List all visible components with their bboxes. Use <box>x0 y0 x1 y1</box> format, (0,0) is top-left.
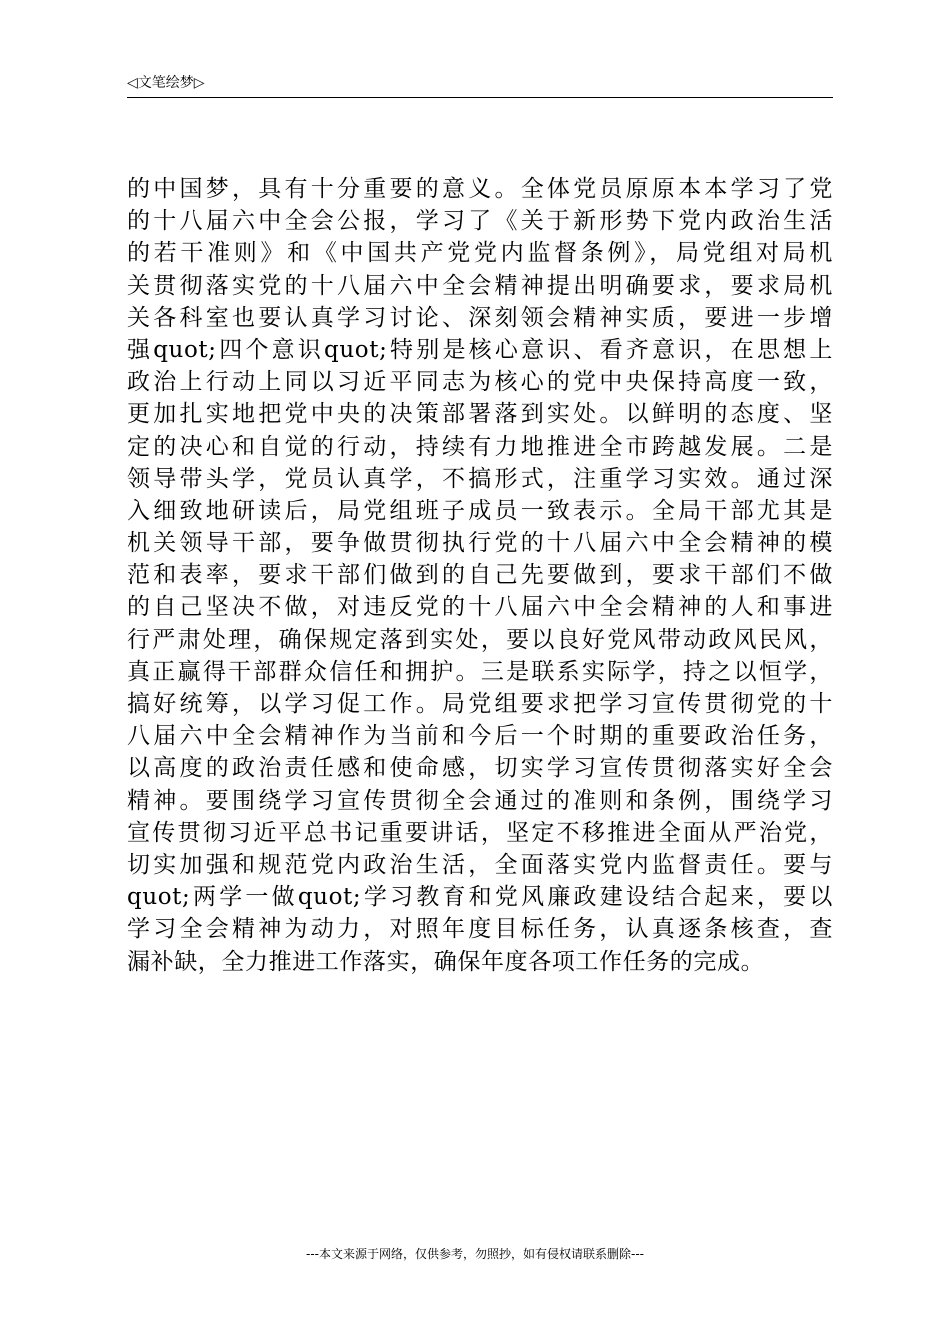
page-header <box>127 72 833 98</box>
text-line: 的中国梦，具有十分重要的意义。全体党员原原本本学习了党 <box>127 176 833 202</box>
text-line: 范和表率，要求干部们做到的自己先要做到，要求干部们不做 <box>127 562 833 589</box>
text-line: 入细致地研读后，局党组班子成员一致表示。全局干部尤其是 <box>127 497 833 524</box>
text-line: 漏补缺，全力推进工作落实，确保年度各项工作任务的完成。 <box>127 948 765 975</box>
text-line: 切实加强和规范党内政治生活，全面落实党内监督责任。要与 <box>127 851 833 878</box>
text-line: 的十八届六中全会公报，学习了《关于新形势下党内政治生活 <box>127 208 833 235</box>
text-line: 机关领导干部，要争做贯彻执行党的十八届六中全会精神的模 <box>127 530 833 557</box>
text-line: quot;两学一做quot;学习教育和党风廉政建设结合起来，要以 <box>127 884 833 911</box>
header-title: ◁文笔绘梦▷ <box>127 75 205 91</box>
text-line: 真正赢得干部群众信任和拥护。三是联系实际学，持之以恒学， <box>127 658 833 685</box>
text-line: 强quot;四个意识quot;特别是核心意识、看齐意识，在思想上 <box>127 336 833 363</box>
body-paragraph <box>127 173 833 978</box>
page-footer: ---本文来源于网络，仅供参考，勿照抄，如有侵权请联系删除--- <box>306 1247 644 1261</box>
text-line: 更加扎实地把党中央的决策部署落到实处。以鲜明的态度、坚 <box>127 401 833 428</box>
text-line: 精神。要围绕学习宣传贯彻全会通过的准则和条例，围绕学习 <box>127 787 833 814</box>
text-line: 政治上行动上同以习近平同志为核心的党中央保持高度一致， <box>127 369 833 396</box>
text-line: 宣传贯彻习近平总书记重要讲话，坚定不移推进全面从严治党， <box>127 819 833 846</box>
text-line: 搞好统筹，以学习促工作。局党组要求把学习宣传贯彻党的十 <box>127 691 833 717</box>
text-line: 领导带头学，党员认真学，不搞形式，注重学习实效。通过深 <box>127 465 833 492</box>
text-line: 关各科室也要认真学习讨论、深刻领会精神实质，要进一步增 <box>127 304 833 331</box>
text-line: 学习全会精神为动力，对照年度目标任务，认真逐条核查，查 <box>127 916 833 943</box>
text-line: 定的决心和自觉的行动，持续有力地推进全市跨越发展。二是 <box>127 433 833 460</box>
text-line: 的自己坚决不做，对违反党的十八届六中全会精神的人和事进 <box>127 594 833 621</box>
text-line: 关贯彻落实党的十八届六中全会精神提出明确要求，要求局机 <box>127 272 833 299</box>
text-line: 以高度的政治责任感和使命感，切实学习宣传贯彻落实好全会 <box>127 755 833 782</box>
text-line: 行严肃处理，确保规定落到实处，要以良好党风带动政风民风， <box>127 626 833 653</box>
text-line: 八届六中全会精神作为当前和今后一个时期的重要政治任务， <box>127 723 833 750</box>
text-line: 的若干准则》和《中国共产党党内监督条例》，局党组对局机 <box>127 240 833 267</box>
